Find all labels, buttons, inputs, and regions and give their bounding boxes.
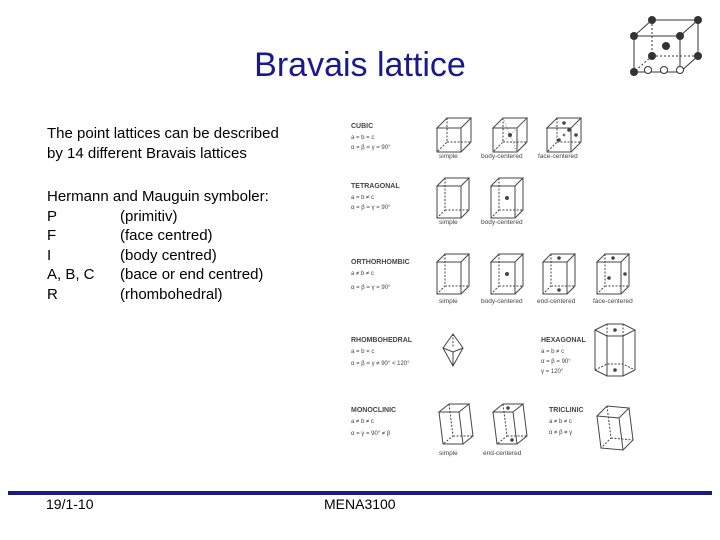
symbol-row xyxy=(47,207,269,227)
end-center-atom xyxy=(557,288,561,292)
face-center-atom xyxy=(611,256,615,260)
symbol-meaning: (body centred) xyxy=(120,246,217,264)
lattice-cube-logo xyxy=(628,14,704,78)
intro-text xyxy=(47,124,279,164)
system-param: a ≠ b ≠ c xyxy=(351,271,374,277)
cubic-system xyxy=(351,118,581,160)
monoclinic-system xyxy=(351,404,527,457)
system-param: a ≠ b ≠ c xyxy=(351,419,374,425)
lattice-caption: body-centered xyxy=(481,219,523,226)
system-param: α = β = γ ≠ 90° < 120° xyxy=(351,361,410,367)
symbol-row xyxy=(47,285,269,305)
symbol: R xyxy=(47,285,58,303)
symbol-meaning: (rhombohedral) xyxy=(120,285,223,303)
symbol: I xyxy=(47,246,52,264)
basal-center-atom xyxy=(613,328,617,332)
triclinic-system xyxy=(549,406,633,450)
intro-line: by 14 different Bravais lattices xyxy=(47,145,247,162)
symbol: F xyxy=(47,227,57,245)
system-param: a = b = c xyxy=(351,349,375,355)
system-name: CUBIC xyxy=(351,123,374,130)
cubic-simple-cell xyxy=(437,118,471,152)
triclinic-cell xyxy=(597,406,633,450)
symbol-row xyxy=(47,265,269,285)
cubic-face-centered-cell xyxy=(547,118,581,152)
end-center-atom xyxy=(557,256,561,260)
symbol: A, B, C xyxy=(47,266,95,284)
intro-line: The point lattices can be described xyxy=(47,125,279,142)
system-param: a = b ≠ c xyxy=(541,349,565,355)
monoclinic-end-centered-cell xyxy=(493,404,527,444)
rhombohedral-cell xyxy=(443,334,463,366)
symbol-row xyxy=(47,246,269,266)
symbol-meaning: (primitiv) xyxy=(120,207,178,225)
cubic-body-centered-cell xyxy=(493,118,527,152)
system-name: ORTHORHOMBIC xyxy=(351,259,410,266)
lattice-caption: simple xyxy=(439,219,458,226)
symbol-list xyxy=(47,187,269,305)
monoclinic-simple-cell xyxy=(439,404,473,444)
lattice-caption: face-centered xyxy=(593,298,633,305)
system-param: a ≠ b ≠ c xyxy=(549,419,572,425)
orthorhombic-system xyxy=(351,254,633,305)
system-name: MONOCLINIC xyxy=(351,407,397,414)
body-center-atom xyxy=(505,272,509,276)
bravais-lattice-figure xyxy=(345,112,645,462)
rhombohedral-system xyxy=(351,334,463,367)
lattice-caption: body-centered xyxy=(481,153,523,160)
body-center-atom xyxy=(505,196,509,200)
system-param: a = b = c xyxy=(351,135,375,141)
system-param: α = β = γ = 90° xyxy=(351,205,391,211)
lattice-caption: end-centered xyxy=(483,450,522,457)
end-center-atom xyxy=(506,406,510,410)
footer-date: 19/1-10 xyxy=(46,496,94,512)
hexagonal-system xyxy=(541,324,635,376)
system-name: TRICLINIC xyxy=(549,407,584,414)
symbol-meaning: (face centred) xyxy=(120,227,213,245)
end-center-atom xyxy=(510,438,514,442)
symbol-row xyxy=(47,226,269,246)
orthorhombic-end-centered-cell xyxy=(543,254,575,294)
lattice-caption: face-centered xyxy=(538,153,578,160)
system-name: TETRAGONAL xyxy=(351,183,400,190)
system-param: a = b ≠ c xyxy=(351,195,375,201)
system-param: α = β = 90° xyxy=(541,359,571,365)
footer-rule xyxy=(8,491,712,495)
system-param: γ = 120° xyxy=(541,369,564,375)
lattice-caption: simple xyxy=(439,450,458,457)
system-param: α = β = γ = 90° xyxy=(351,285,391,291)
system-name: RHOMBOHEDRAL xyxy=(351,337,413,344)
orthorhombic-simple-cell xyxy=(437,254,469,294)
system-name: HEXAGONAL xyxy=(541,337,586,344)
lattice-caption: body-centered xyxy=(481,298,523,305)
face-center-atom xyxy=(607,276,611,280)
symbol: P xyxy=(47,207,58,225)
system-param: α ≠ β ≠ γ xyxy=(549,430,573,436)
system-param: α = γ = 90° ≠ β xyxy=(351,431,391,437)
basal-center-atom xyxy=(613,368,617,372)
system-param: α = β = γ = 90° xyxy=(351,145,391,151)
tetragonal-system xyxy=(351,178,523,226)
tetragonal-simple-cell xyxy=(437,178,469,218)
slide-title: Bravais lattice xyxy=(254,46,466,84)
lattice-caption: simple xyxy=(439,153,458,160)
lattice-caption: end-centered xyxy=(537,298,576,305)
face-center-atom xyxy=(623,272,627,276)
symbol-meaning: (bace or end centred) xyxy=(120,266,264,284)
footer-course-code: MENA3100 xyxy=(324,496,396,512)
lattice-caption: simple xyxy=(439,298,458,305)
symbols-heading: Hermann and Mauguin symboler: xyxy=(47,188,269,205)
